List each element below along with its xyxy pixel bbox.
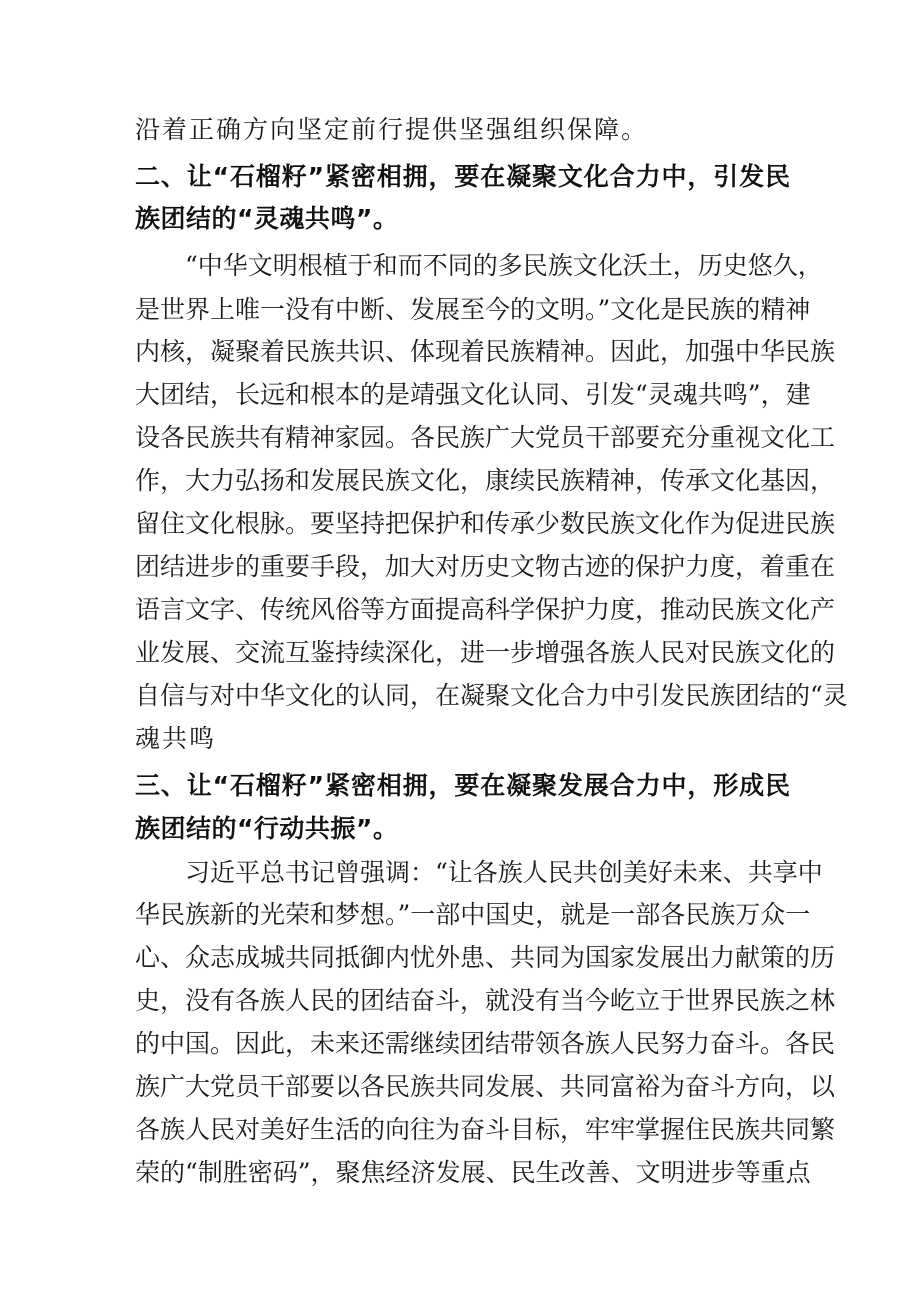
paragraph-line: 荣的“制胜密码”，聚焦经济发展、民生改善、文明进步等重点 — [135, 1158, 811, 1187]
paragraph-line: 内核，凝聚着民族共识、体现着民族精神。因此，加强中华民族 — [135, 337, 836, 366]
paragraph-line: “中华文明根植于和而不同的多民族文化沃土，历史悠久， — [185, 251, 823, 280]
paragraph-line: 的中国。因此，未来还需继续团结带领各族人民努力奋斗。各民 — [135, 1029, 836, 1058]
section-heading-3: 族团结的“行动共振”。 — [135, 814, 399, 843]
paragraph-line: 留住文化根脉。要坚持把保护和传承少数民族文化作为促进民族 — [135, 509, 836, 538]
section-heading-2: 族团结的“灵魂共鸣”。 — [135, 204, 399, 233]
paragraph-line: 族广大党员干部要以各民族共同发展、共同富裕为奋斗方向，以 — [135, 1072, 836, 1101]
paragraph-line: 魂共鸣 — [135, 724, 217, 753]
paragraph-line: 是世界上唯一没有中断、发展至今的文明。”文化是民族的精神 — [135, 295, 811, 324]
paragraph-line: 各族人民对美好生活的向往为奋斗目标，牢牢掌握住民族共同繁 — [135, 1115, 836, 1144]
paragraph-line: 团结进步的重要手段，加大对历史文物古迹的保护力度，着重在 — [135, 552, 836, 581]
paragraph-line: 沿着正确方向坚定前行提供坚强组织保障。 — [135, 115, 649, 144]
paragraph-line: 设各民族共有精神家园。各民族广大党员干部要充分重视文化工 — [135, 423, 836, 452]
paragraph-line: 自信与对中华文化的认同，在凝聚文化合力中引发民族团结的“灵 — [135, 681, 848, 710]
paragraph-line: 习近平总书记曾强调：“让各族人民共创美好未来、共享中 — [185, 858, 823, 887]
paragraph-line: 大团结，长远和根本的是靖强文化认同、引发“灵魂共鸣”，建 — [135, 380, 811, 409]
paragraph-line: 语言文字、传统风俗等方面提高科学保护力度，推动民族文化产 — [135, 595, 836, 624]
paragraph-line: 华民族新的光荣和梦想。”一部中国史，就是一部各民族万众一 — [135, 900, 811, 929]
paragraph-line: 史，没有各族人民的团结奋斗，就没有当今屹立于世界民族之林 — [135, 986, 836, 1015]
section-heading-3: 三、让“石榴籽”紧密相拥，要在凝聚发展合力中，形成民 — [135, 771, 790, 800]
paragraph-line: 作，大力弘扬和发展民族文化，康续民族精神，传承文化基因， — [135, 466, 836, 495]
section-heading-2: 二、让“石榴籽”紧密相拥，要在凝聚文化合力中，引发民 — [135, 162, 790, 191]
paragraph-line: 业发展、交流互鉴持续深化，进一步增强各族人民对民族文化的 — [135, 638, 836, 667]
paragraph-line: 心、众志成城共同抵御内忧外患、共同为国家发展出力献策的历 — [135, 943, 836, 972]
